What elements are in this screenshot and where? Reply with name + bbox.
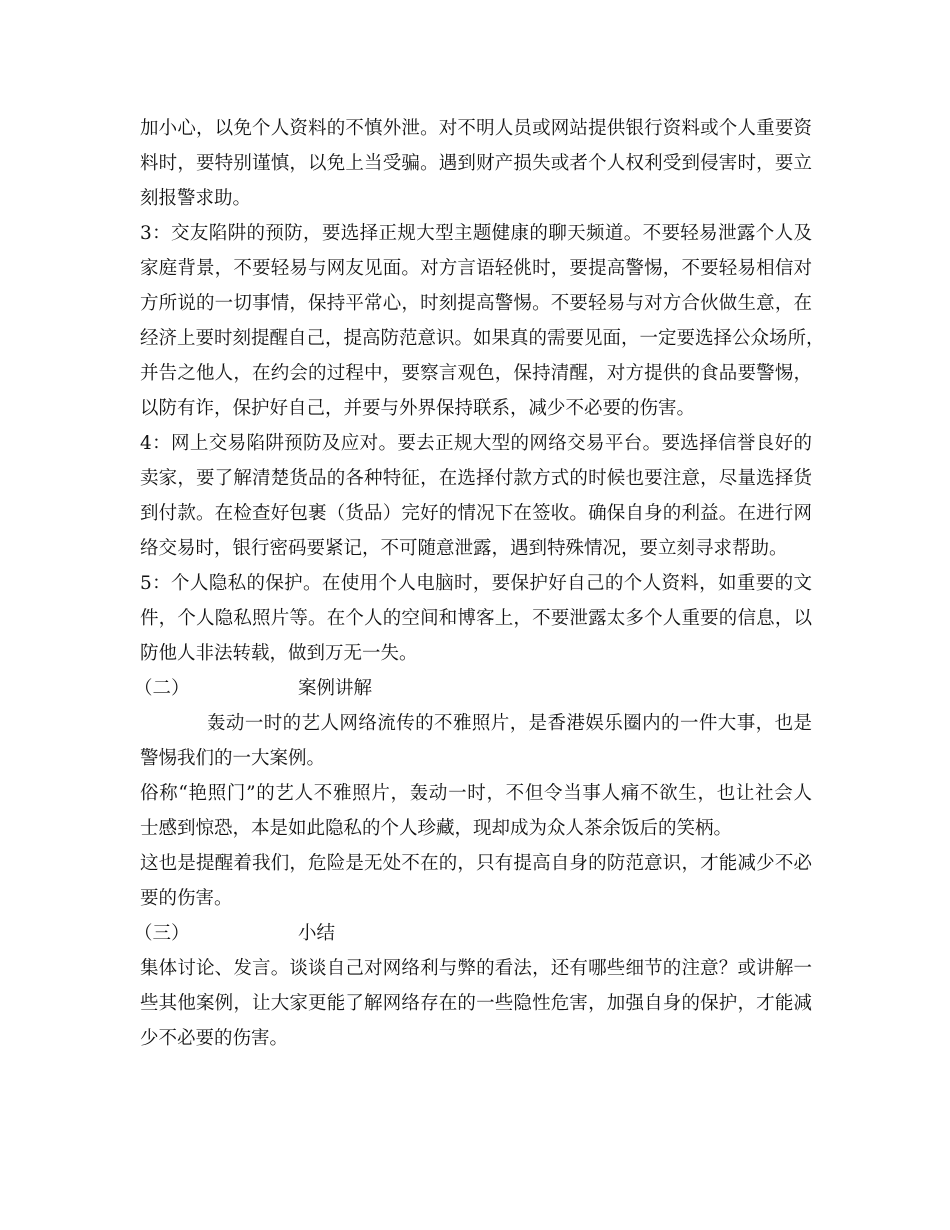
paragraph-line: 家庭背景，不要轻易与网友见面。对方言语轻佻时，要提高警惕，不要轻易相信对 [140, 258, 812, 279]
paragraph-line: 3：交友陷阱的预防，要选择正规大型主题健康的聊天频道。不要轻易泄露个人及 [140, 223, 812, 244]
section-title: 案例讲解 [298, 678, 373, 699]
paragraph-line: 加小心，以免个人资料的不慎外泄。对不明人员或网站提供银行资料或个人重要资 [140, 118, 812, 139]
paragraph-line: 卖家，要了解清楚货品的各种特征，在选择付款方式的时候也要注意，尽量选择货 [140, 468, 812, 489]
paragraph-line: 方所说的一切事情，保持平常心，时刻提高警惕。不要轻易与对方合伙做生意，在 [140, 293, 812, 314]
paragraph-line: 5：个人隐私的保护。在使用个人电脑时，要保护好自己的个人资料，如重要的文 [140, 573, 812, 594]
paragraph-line: 集体讨论、发言。谈谈自己对网络利与弊的看法，还有哪些细节的注意？或讲解一 [140, 958, 812, 979]
paragraph-line: 4：网上交易陷阱预防及应对。要去正规大型的网络交易平台。要选择信誉良好的 [140, 433, 812, 454]
paragraph-line: 经济上要时刻提醒自己，提高防范意识。如果真的需要见面，一定要选择公众场所， [140, 328, 825, 349]
paragraph-line: 刻报警求助。 [140, 188, 252, 209]
section-number: （二） [134, 678, 190, 699]
paragraph-line: 以防有诈，保护好自己，并要与外界保持联系，减少不必要的伤害。 [140, 398, 696, 419]
section-number: （三） [134, 923, 190, 944]
paragraph-line: 件，个人隐私照片等。在个人的空间和博客上，不要泄露太多个人重要的信息，以 [140, 608, 812, 629]
paragraph-line: 士感到惊恐，本是如此隐私的个人珍藏，现却成为众人茶余饭后的笑柄。 [140, 818, 733, 839]
paragraph-line: 轰动一时的艺人网络流传的不雅照片，是香港娱乐圈内的一件大事，也是 [207, 713, 812, 734]
paragraph-line: 防他人非法转载，做到万无一失。 [140, 643, 418, 664]
paragraph-line: 料时，要特别谨慎，以免上当受骗。遇到财产损失或者个人权利受到侵害时，要立 [140, 153, 812, 174]
paragraph-line: 警惕我们的一大案例。 [140, 748, 326, 769]
paragraph-line: 些其他案例，让大家更能了解网络存在的一些隐性危害，加强自身的保护，才能减 [140, 993, 812, 1014]
paragraph-line: 络交易时，银行密码要紧记，不可随意泄露，遇到特殊情况，要立刻寻求帮助。 [140, 538, 788, 559]
paragraph-line: 并告之他人，在约会的过程中，要察言观色，保持清醒，对方提供的食品要警惕， [140, 363, 812, 384]
paragraph-line: 少不必要的伤害。 [140, 1028, 289, 1049]
paragraph-line: 要的伤害。 [140, 888, 233, 909]
paragraph-line: 到付款。在检查好包裹（货品）完好的情况下在签收。确保自身的利益。在进行网 [140, 503, 812, 524]
paragraph-line: 这也是提醒着我们，危险是无处不在的，只有提高自身的防范意识，才能减少不必 [140, 853, 812, 874]
section-title: 小结 [298, 923, 336, 944]
paragraph-line: 俗称“艳照门”的艺人不雅照片，轰动一时，不但令当事人痛不欲生，也让社会人 [140, 783, 812, 804]
